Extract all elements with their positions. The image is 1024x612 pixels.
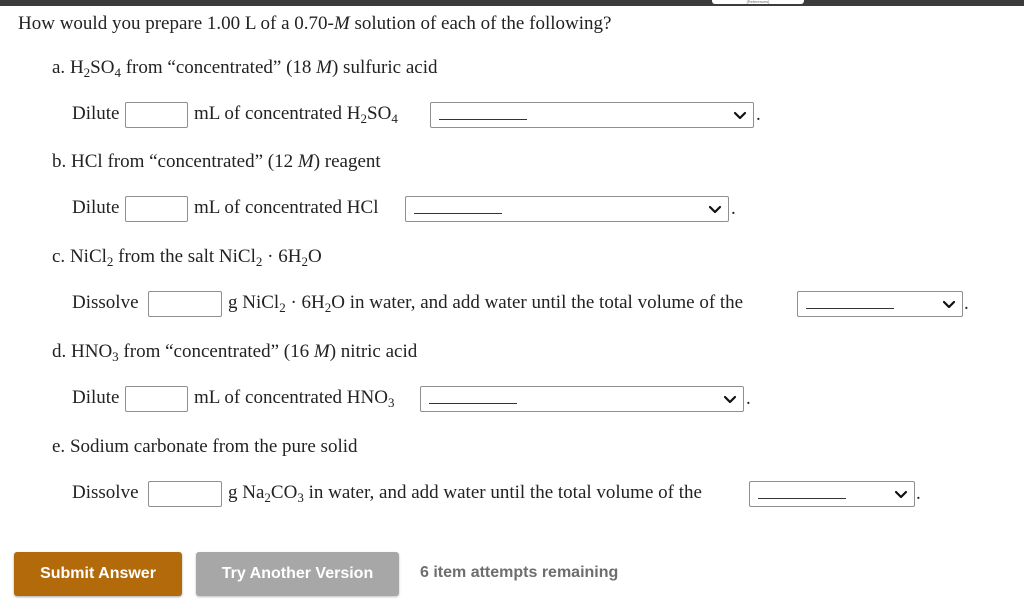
- part-b-volume-input[interactable]: [125, 196, 188, 222]
- part-a-verb: Dilute: [72, 103, 120, 124]
- part-e-verb: Dissolve: [72, 482, 139, 503]
- part-e-unit-text: g $Na_2CO_3$ in water, and add water until the total volume of the: [228, 482, 702, 505]
- part-a-dropdown[interactable]: [430, 102, 754, 128]
- part-a-heading: a. $H_2SO_4$ from “concentrated” (18 M) sulfuric acid: [52, 57, 438, 80]
- chevron-down-icon: [733, 111, 747, 121]
- part-e-dropdown[interactable]: [749, 481, 915, 507]
- chevron-down-icon: [708, 205, 722, 215]
- part-a-volume-input[interactable]: [125, 102, 188, 128]
- select-blank-line: [758, 498, 846, 499]
- select-blank-line: [439, 119, 527, 120]
- part-b-verb: Dilute: [72, 197, 120, 218]
- try-another-version-button[interactable]: Try Another Version: [196, 552, 399, 596]
- part-c-heading: c. NiCl$_2$ from the salt NiCl$_2$ · $6H_2O$: [52, 246, 322, 269]
- select-blank-line: [414, 213, 502, 214]
- part-d-heading: d. $HNO_3$ from “concentrated” (16 M) nitric acid: [52, 341, 418, 364]
- question-text: How would you prepare 1.00 L of a 0.70-M solution of each of the following?: [18, 13, 612, 34]
- part-c-unit-text: g NiCl$_2$ · $6H_2O$ in water, and add water until the total volume of the: [228, 292, 744, 315]
- select-blank-line: [806, 308, 894, 309]
- part-d-unit-text: mL of concentrated $HNO_3$: [194, 387, 395, 410]
- part-b-unit-text: mL of concentrated HCl: [194, 197, 379, 218]
- part-a-unit-text: mL of concentrated $H_2SO_4$: [194, 103, 398, 126]
- part-d-volume-input[interactable]: [125, 386, 188, 412]
- part-e-heading: e. Sodium carbonate from the pure solid: [52, 436, 358, 457]
- attempts-remaining-text: 6 item attempts remaining: [420, 564, 619, 581]
- part-b-period: .: [731, 198, 736, 219]
- part-e-mass-input[interactable]: [148, 481, 222, 507]
- part-d-period: .: [746, 388, 751, 409]
- top-bar: [0, 0, 1024, 6]
- part-b-dropdown[interactable]: [405, 196, 729, 222]
- part-c-period: .: [964, 293, 969, 314]
- select-blank-line: [429, 403, 517, 404]
- chevron-down-icon: [942, 300, 956, 310]
- chevron-down-icon: [723, 395, 737, 405]
- chevron-down-icon: [894, 490, 908, 500]
- part-d-dropdown[interactable]: [420, 386, 744, 412]
- part-d-verb: Dilute: [72, 387, 120, 408]
- references-tab[interactable]: [References]: [712, 0, 804, 4]
- part-c-mass-input[interactable]: [148, 291, 222, 317]
- part-c-dropdown[interactable]: [797, 291, 963, 317]
- part-c-verb: Dissolve: [72, 292, 139, 313]
- part-a-period: .: [756, 104, 761, 125]
- submit-answer-button[interactable]: Submit Answer: [14, 552, 182, 596]
- part-e-period: .: [916, 483, 921, 504]
- part-b-heading: b. HCl from “concentrated” (12 M) reagent: [52, 151, 381, 172]
